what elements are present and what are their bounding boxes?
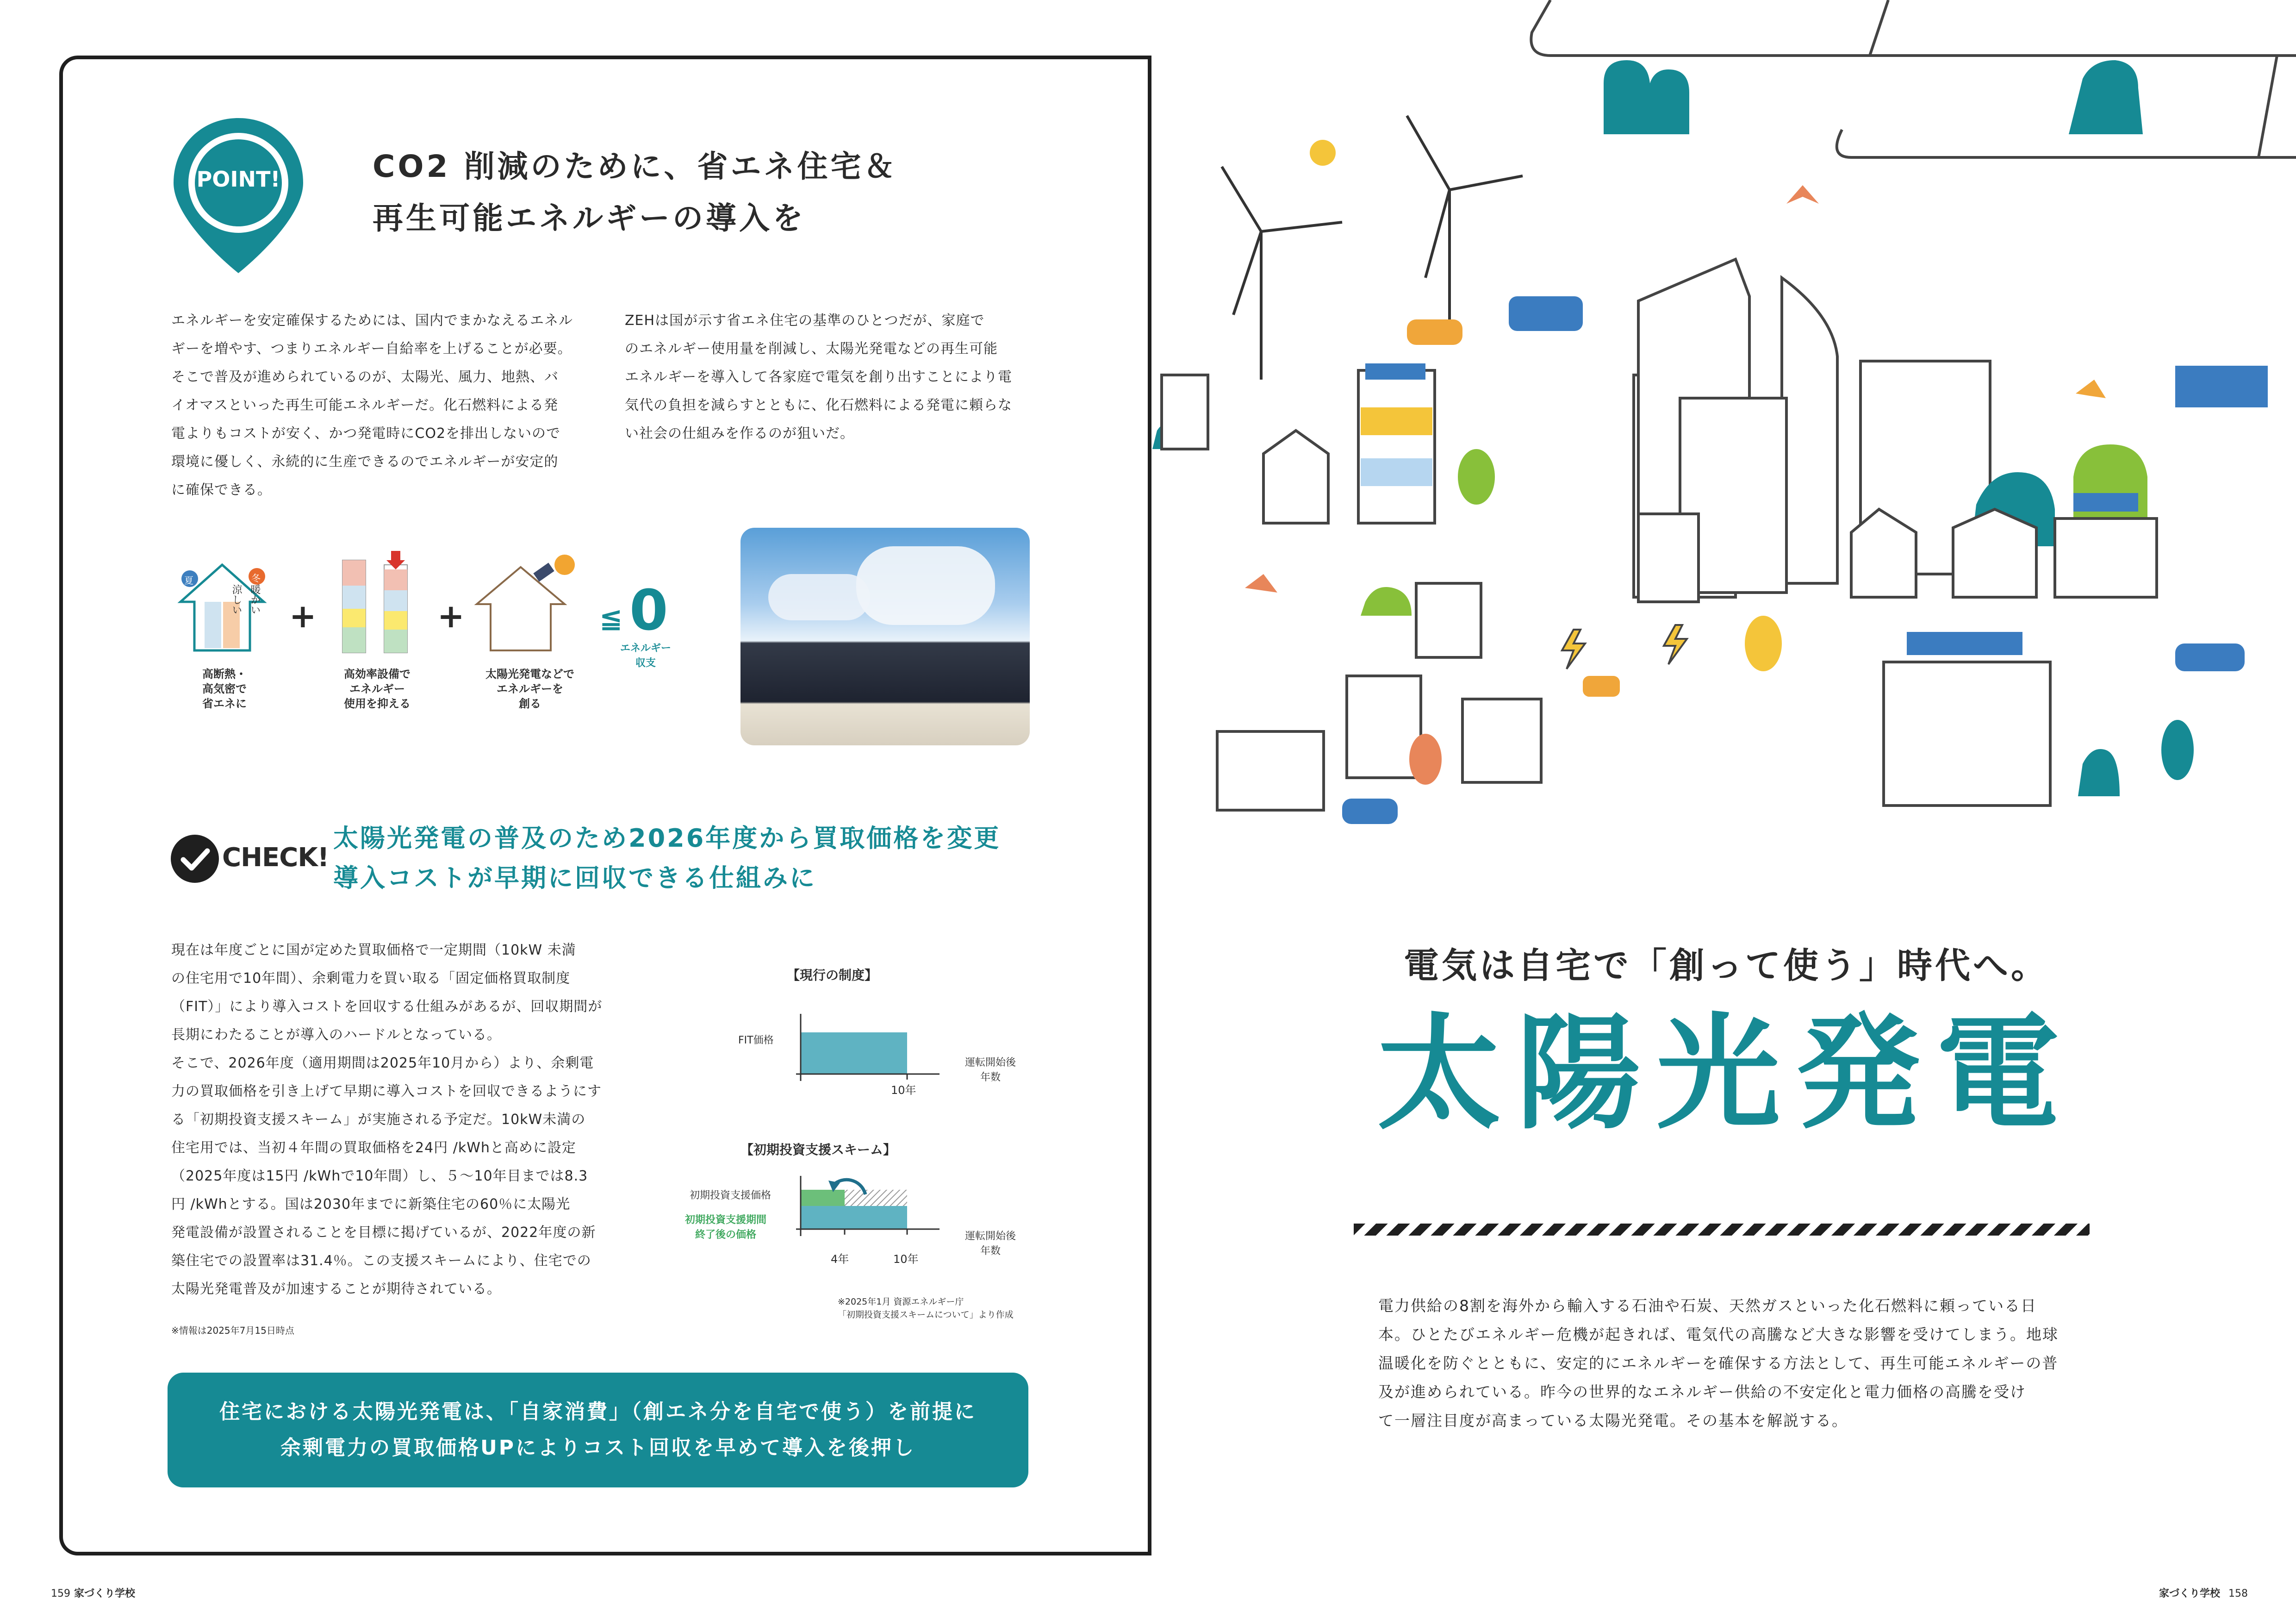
text-line: 現在は年度ごとに国が定めた買取価格で一定期間（10kW 未満 — [171, 942, 576, 958]
intro-column-2 — [625, 306, 1041, 448]
chart1-tick-10: 10年 — [891, 1084, 916, 1097]
label-line: 収支 — [635, 657, 656, 669]
text-line: （FIT）」により導入コストを回収する仕組みがあるが、回収期間が — [171, 999, 603, 1015]
chart2-ylabel-after — [685, 1213, 766, 1243]
chart2-bar-initial-base — [801, 1206, 845, 1229]
warm-label: 暖かい — [249, 584, 261, 615]
label-line: 終了後の価格 — [695, 1229, 757, 1241]
right-subtitle: 電気は自宅で「創って使う」時代へ。 — [1404, 945, 2049, 986]
text-line: （2025年度は15円 /kWhで10年間）し、５〜10年目までは8.3 — [171, 1168, 588, 1184]
text-line: イオマスといった再生可能エネルギーだ。化石燃料による発 — [171, 397, 559, 413]
chart1-graphic — [787, 995, 981, 1088]
text-line: 円 /kWhとする。国は2030年までに新築住宅の60％に太陽光 — [171, 1196, 571, 1212]
label-line: 運転開始後 — [965, 1057, 1016, 1068]
city-illustration — [1148, 0, 2296, 824]
zeh-caption-3 — [467, 667, 592, 711]
text-line: 長期にわたることが導入のハードルとなっている。 — [171, 1027, 501, 1043]
text-line: そこで普及が進められているのが、太陽光、風力、地熱、バ — [171, 369, 559, 385]
leq-sign: ≦ — [599, 602, 623, 634]
summer-label: 夏 — [184, 575, 193, 586]
label-line: 初期投資支援期間 — [685, 1214, 767, 1226]
text-line: 及が進められている。昨今の世界的なエネルギー供給の不安定化と電力価格の高騰を受け — [1378, 1383, 2026, 1401]
text-line: に確保できる。 — [171, 482, 272, 498]
chart2-title: 【初期投資支援スキーム】 — [740, 1142, 896, 1157]
scheme-body-text — [171, 936, 627, 1303]
text-line: 温暖化を防ぐとともに、安定的にエネルギーを確保する方法として、再生可能エネルギーの普 — [1378, 1354, 2059, 1372]
text-line: そこで、2026年度（適用期間は2025年10月から）より、余剰電 — [171, 1055, 594, 1071]
chart1-xlabel — [965, 1056, 1016, 1085]
text-line: のエネルギー使用量を削減し、太陽光発電などの再生可能 — [625, 341, 998, 357]
text-line: い社会の仕組みを作るのが狙いだ。 — [625, 425, 854, 442]
chart2-tick-4: 4年 — [831, 1253, 849, 1266]
caption-line: 高断熱・ — [202, 668, 247, 681]
text-line: 電力供給の8割を海外から輸入する石油や石炭、天然ガスといった化石燃料に頼っている日 — [1378, 1297, 2037, 1315]
zero-balance-label — [618, 641, 673, 671]
text-line: 築住宅での設置率は31.4％。この支援スキームにより、住宅での — [171, 1253, 591, 1269]
check-heading-line1: 太陽光発電の普及のため2026年度から買取価格を変更 — [333, 824, 1001, 853]
text-line: る「初期投資支援スキーム」が実施される予定だ。10kW未満の — [171, 1112, 586, 1128]
zeh-caption-2 — [324, 667, 430, 711]
check-badge-label: CHECK! — [222, 843, 329, 873]
banner-line1: 住宅における太陽光発電は、「自家消費」（創エネ分を自宅で使う）を前提に — [219, 1400, 977, 1424]
right-page-number: 158 — [2228, 1588, 2248, 1599]
text-line: て一層注目度が高まっている太陽光発電。その基本を解説する。 — [1378, 1412, 1848, 1430]
caption-line: エネルギー — [349, 682, 405, 695]
source-line: ※2025年1月 資源エネルギー庁 — [838, 1297, 964, 1307]
text-line: 気代の負担を減らすとともに、化石燃料による発電に頼らな — [625, 397, 1012, 413]
banner-line2: 余剰電力の買取価格UPによりコスト回収を早めて導入を後押し — [280, 1436, 915, 1460]
caption-line: 使用を抑える — [344, 697, 411, 710]
left-footer-logo: 家づくり学校 — [74, 1588, 136, 1599]
solar-house-icon — [477, 555, 575, 650]
summary-banner — [168, 1373, 1028, 1487]
caption-line: 高気密で — [202, 682, 247, 695]
chart2-xlabel — [965, 1229, 1016, 1259]
chart2-hatch — [845, 1190, 907, 1206]
text-line: 本。ひとたびエネルギー危機が起きれば、電気代の高騰など大きな影響を受けてしまう。地球 — [1378, 1325, 2059, 1343]
intro-column-1 — [171, 306, 592, 504]
chart1-ylabel: FIT価格 — [738, 1035, 774, 1046]
source-line: 「初期投資支援スキームについて」より作成 — [838, 1310, 1014, 1320]
text-line: 力の買取価格を引き上げて早期に導入コストを回収できるようにす — [171, 1083, 602, 1099]
text-line: 環境に優しく、永続的に生産できるのでエネルギーが安定的 — [171, 454, 559, 470]
right-footer-logo: 家づくり学校 — [2159, 1588, 2221, 1599]
label-line: 年数 — [980, 1245, 1001, 1257]
right-intro-text — [1378, 1292, 2100, 1435]
zero-balance: 0 — [629, 579, 668, 643]
text-line: エネルギーを導入して各家庭で電気を創り出すことにより電 — [625, 369, 1012, 385]
left-page-number: 159 — [51, 1588, 70, 1599]
caption-line: エネルギーを — [497, 682, 563, 695]
chart2-graphic — [787, 1171, 981, 1264]
efficient-equipment-icon — [342, 551, 407, 653]
solar-roof-photo — [740, 528, 1030, 745]
text-line: ギーを増やす、つまりエネルギー自給率を上げることが必要。 — [171, 341, 572, 357]
text-line: の住宅用で10年間）、余剰電力を買い取る「固定価格買取制度 — [171, 970, 571, 987]
point-heading-line2: 再生可能エネルギーの導入を — [373, 200, 806, 236]
zeh-caption-1 — [171, 667, 278, 711]
text-line: 太陽光発電普及が加速することが期待されている。 — [171, 1281, 501, 1297]
chart-source-note — [838, 1295, 1014, 1321]
point-badge-label: POINT! — [196, 167, 280, 192]
plus-sign-1: + — [289, 597, 317, 635]
check-circle-icon — [169, 833, 220, 884]
label-line: エネルギー — [620, 643, 671, 654]
chart2-ylabel-initial: 初期投資支援価格 — [690, 1190, 772, 1201]
text-line: 電よりもコストが安く、かつ発電時にCO2を排出しないので — [171, 425, 561, 442]
text-line: 発電設備が設置されることを目標に掲げているが、2022年度の新 — [171, 1224, 596, 1241]
text-line: 住宅用では、当初４年間の買取価格を24円 /kWhと高めに設定 — [171, 1140, 576, 1156]
text-line: ZEHは国が示す省エネ住宅の基準のひとつだが、家庭で — [625, 312, 985, 329]
chart1-bar — [801, 1032, 907, 1074]
point-pin-icon — [169, 113, 308, 278]
roof-solar-panel — [1907, 632, 2022, 655]
caption-line: 省エネに — [202, 697, 247, 710]
cool-label: 涼しい — [230, 584, 242, 615]
sun-icon — [1310, 140, 1336, 166]
chart2-tick-10: 10年 — [893, 1253, 919, 1266]
chart2-bar-initial — [801, 1190, 845, 1206]
chart2-bar-later — [845, 1206, 907, 1229]
label-line: 年数 — [980, 1072, 1001, 1083]
winter-label: 冬 — [251, 573, 261, 584]
caption-line: 創る — [519, 697, 541, 710]
label-line: 運転開始後 — [965, 1230, 1016, 1242]
caption-line: 高効率設備で — [344, 668, 411, 681]
info-date-note: ※情報は2025年7月15日時点 — [171, 1325, 294, 1336]
plus-sign-2: + — [437, 597, 465, 635]
caption-line: 太陽光発電などで — [485, 668, 574, 681]
check-heading-line2: 導入コストが早期に回収できる仕組みに — [333, 863, 816, 893]
chart1-title: 【現行の制度】 — [787, 968, 878, 983]
right-main-title: 太陽光発電 — [1377, 1002, 2076, 1146]
point-heading-line1: CO2 削減のために、省エネ住宅＆ — [373, 149, 897, 184]
text-line: エネルギーを安定確保するためには、国内でまかなえるエネル — [171, 312, 573, 329]
title-stripe-divider — [1354, 1224, 2090, 1236]
